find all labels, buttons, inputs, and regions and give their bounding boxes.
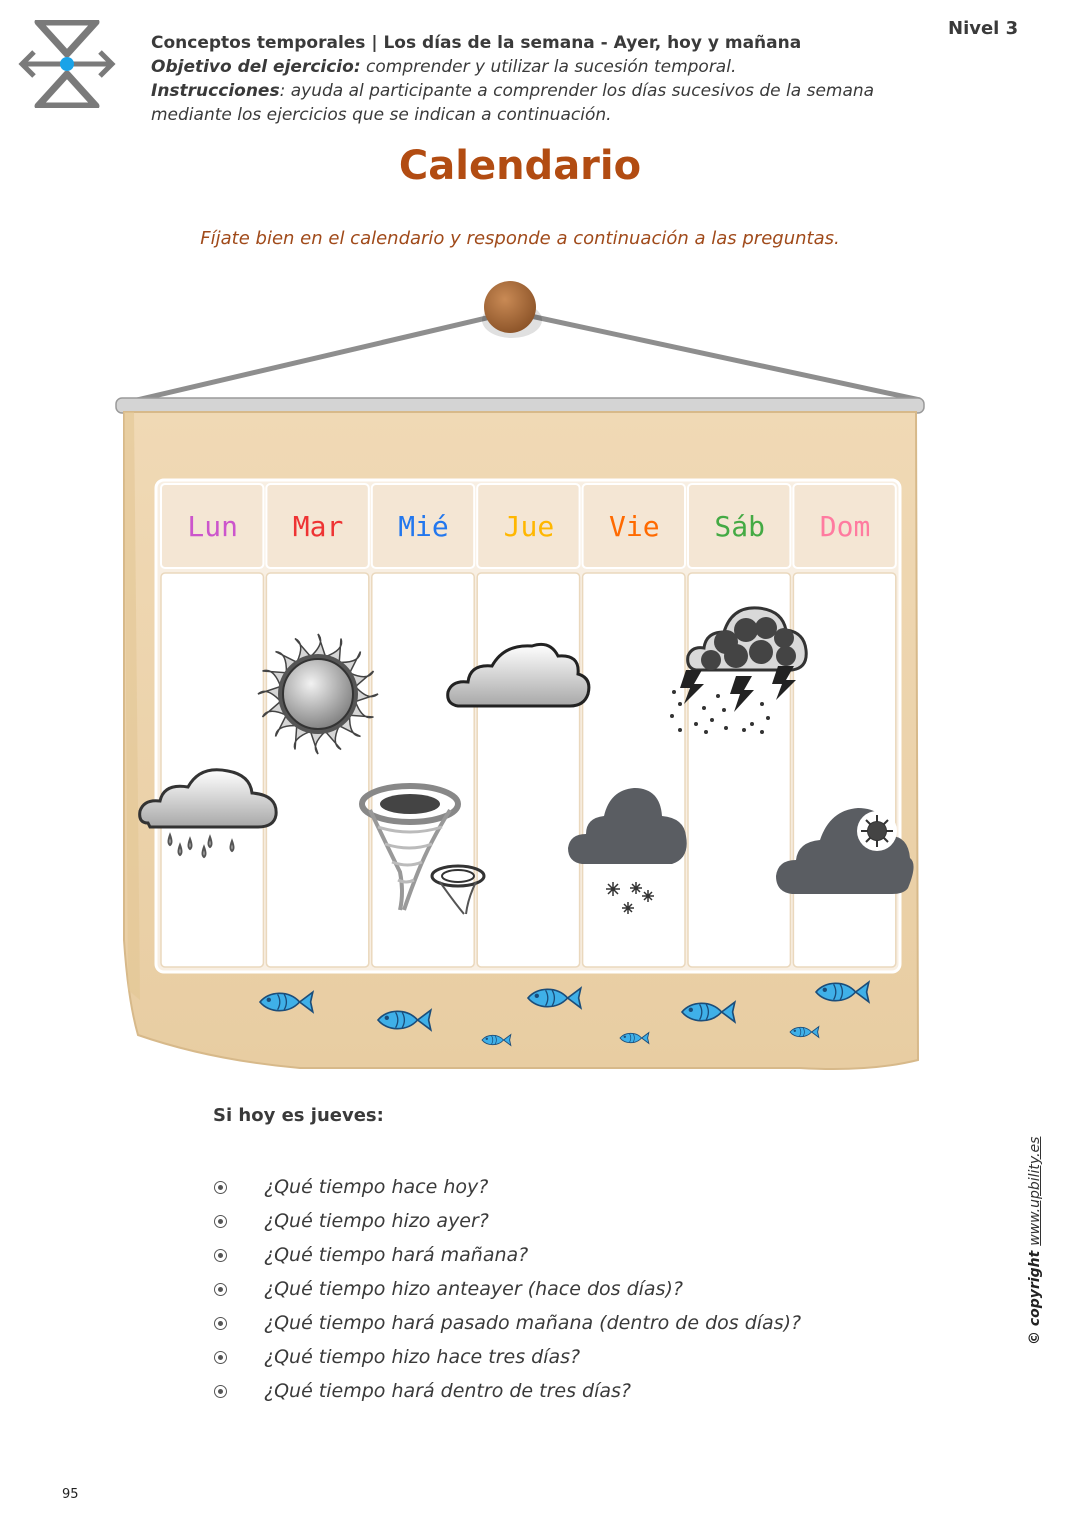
sun-icon	[258, 634, 378, 754]
questions-list	[210, 1170, 801, 1408]
day-column	[477, 573, 579, 967]
hanging-string-left	[120, 312, 512, 404]
day-label: Mar	[292, 510, 344, 543]
day-label: Jue	[503, 510, 555, 543]
question-item	[210, 1340, 801, 1374]
question-item	[210, 1238, 801, 1272]
page-number: 95	[62, 1487, 79, 1502]
radio-bullet-icon	[214, 1385, 227, 1398]
radio-bullet-icon	[214, 1351, 227, 1364]
question-item	[210, 1170, 801, 1204]
hanging-string-right	[512, 312, 920, 400]
level-badge: Nivel 3	[948, 18, 1019, 39]
day-label: Sáb	[714, 510, 765, 543]
page-title: Calendario	[398, 143, 642, 189]
radio-bullet-icon	[214, 1249, 227, 1262]
copyright-label: © copyright	[1027, 1250, 1043, 1345]
radio-bullet-icon	[214, 1181, 227, 1194]
instructions-text: : ayuda al participante a comprender los días sucesivos de la semana mediante los ejercicios que se indican a continuación.	[151, 81, 875, 125]
day-column	[266, 573, 368, 967]
question-item	[210, 1272, 801, 1306]
upbility-logo-icon	[18, 20, 116, 108]
question-text: ¿Qué tiempo hace hoy?	[264, 1176, 489, 1198]
question-text: ¿Qué tiempo hará dentro de tres días?	[264, 1380, 632, 1402]
exercise-header	[151, 31, 941, 127]
instructions-label: Instrucciones	[151, 81, 280, 101]
question-text: ¿Qué tiempo hizo hace tres días?	[264, 1346, 581, 1368]
calendar-rod	[116, 398, 924, 413]
question-text: ¿Qué tiempo hizo anteayer (hace dos días)?	[264, 1278, 683, 1300]
day-column	[793, 573, 895, 967]
copyright	[1027, 1137, 1043, 1345]
radio-bullet-icon	[214, 1215, 227, 1228]
question-text: ¿Qué tiempo hará pasado mañana (dentro de dos días)?	[264, 1312, 802, 1334]
day-label: Dom	[819, 510, 871, 543]
copyright-link[interactable]: www.upbility.es	[1027, 1136, 1043, 1246]
questions-intro: Si hoy es jueves:	[213, 1105, 384, 1126]
objective-label: Objetivo del ejercicio:	[151, 57, 361, 77]
page-subtitle: Fíjate bien en el calendario y responde a continuación a las preguntas.	[200, 228, 840, 249]
question-item	[210, 1306, 801, 1340]
question-item	[210, 1204, 801, 1238]
day-label: Mié	[398, 510, 449, 543]
day-label: Lun	[187, 510, 238, 543]
pin-icon	[484, 281, 536, 333]
question-text: ¿Qué tiempo hará mañana?	[264, 1244, 529, 1266]
objective-text: comprender y utilizar la sucesión temporal.	[366, 57, 737, 77]
question-item	[210, 1374, 801, 1408]
radio-bullet-icon	[214, 1283, 227, 1296]
exercise-title: Conceptos temporales | Los días de la semana - Ayer, hoy y mañana	[151, 33, 802, 53]
day-label: Vie	[609, 510, 660, 543]
radio-bullet-icon	[214, 1317, 227, 1330]
question-text: ¿Qué tiempo hizo ayer?	[264, 1210, 489, 1232]
